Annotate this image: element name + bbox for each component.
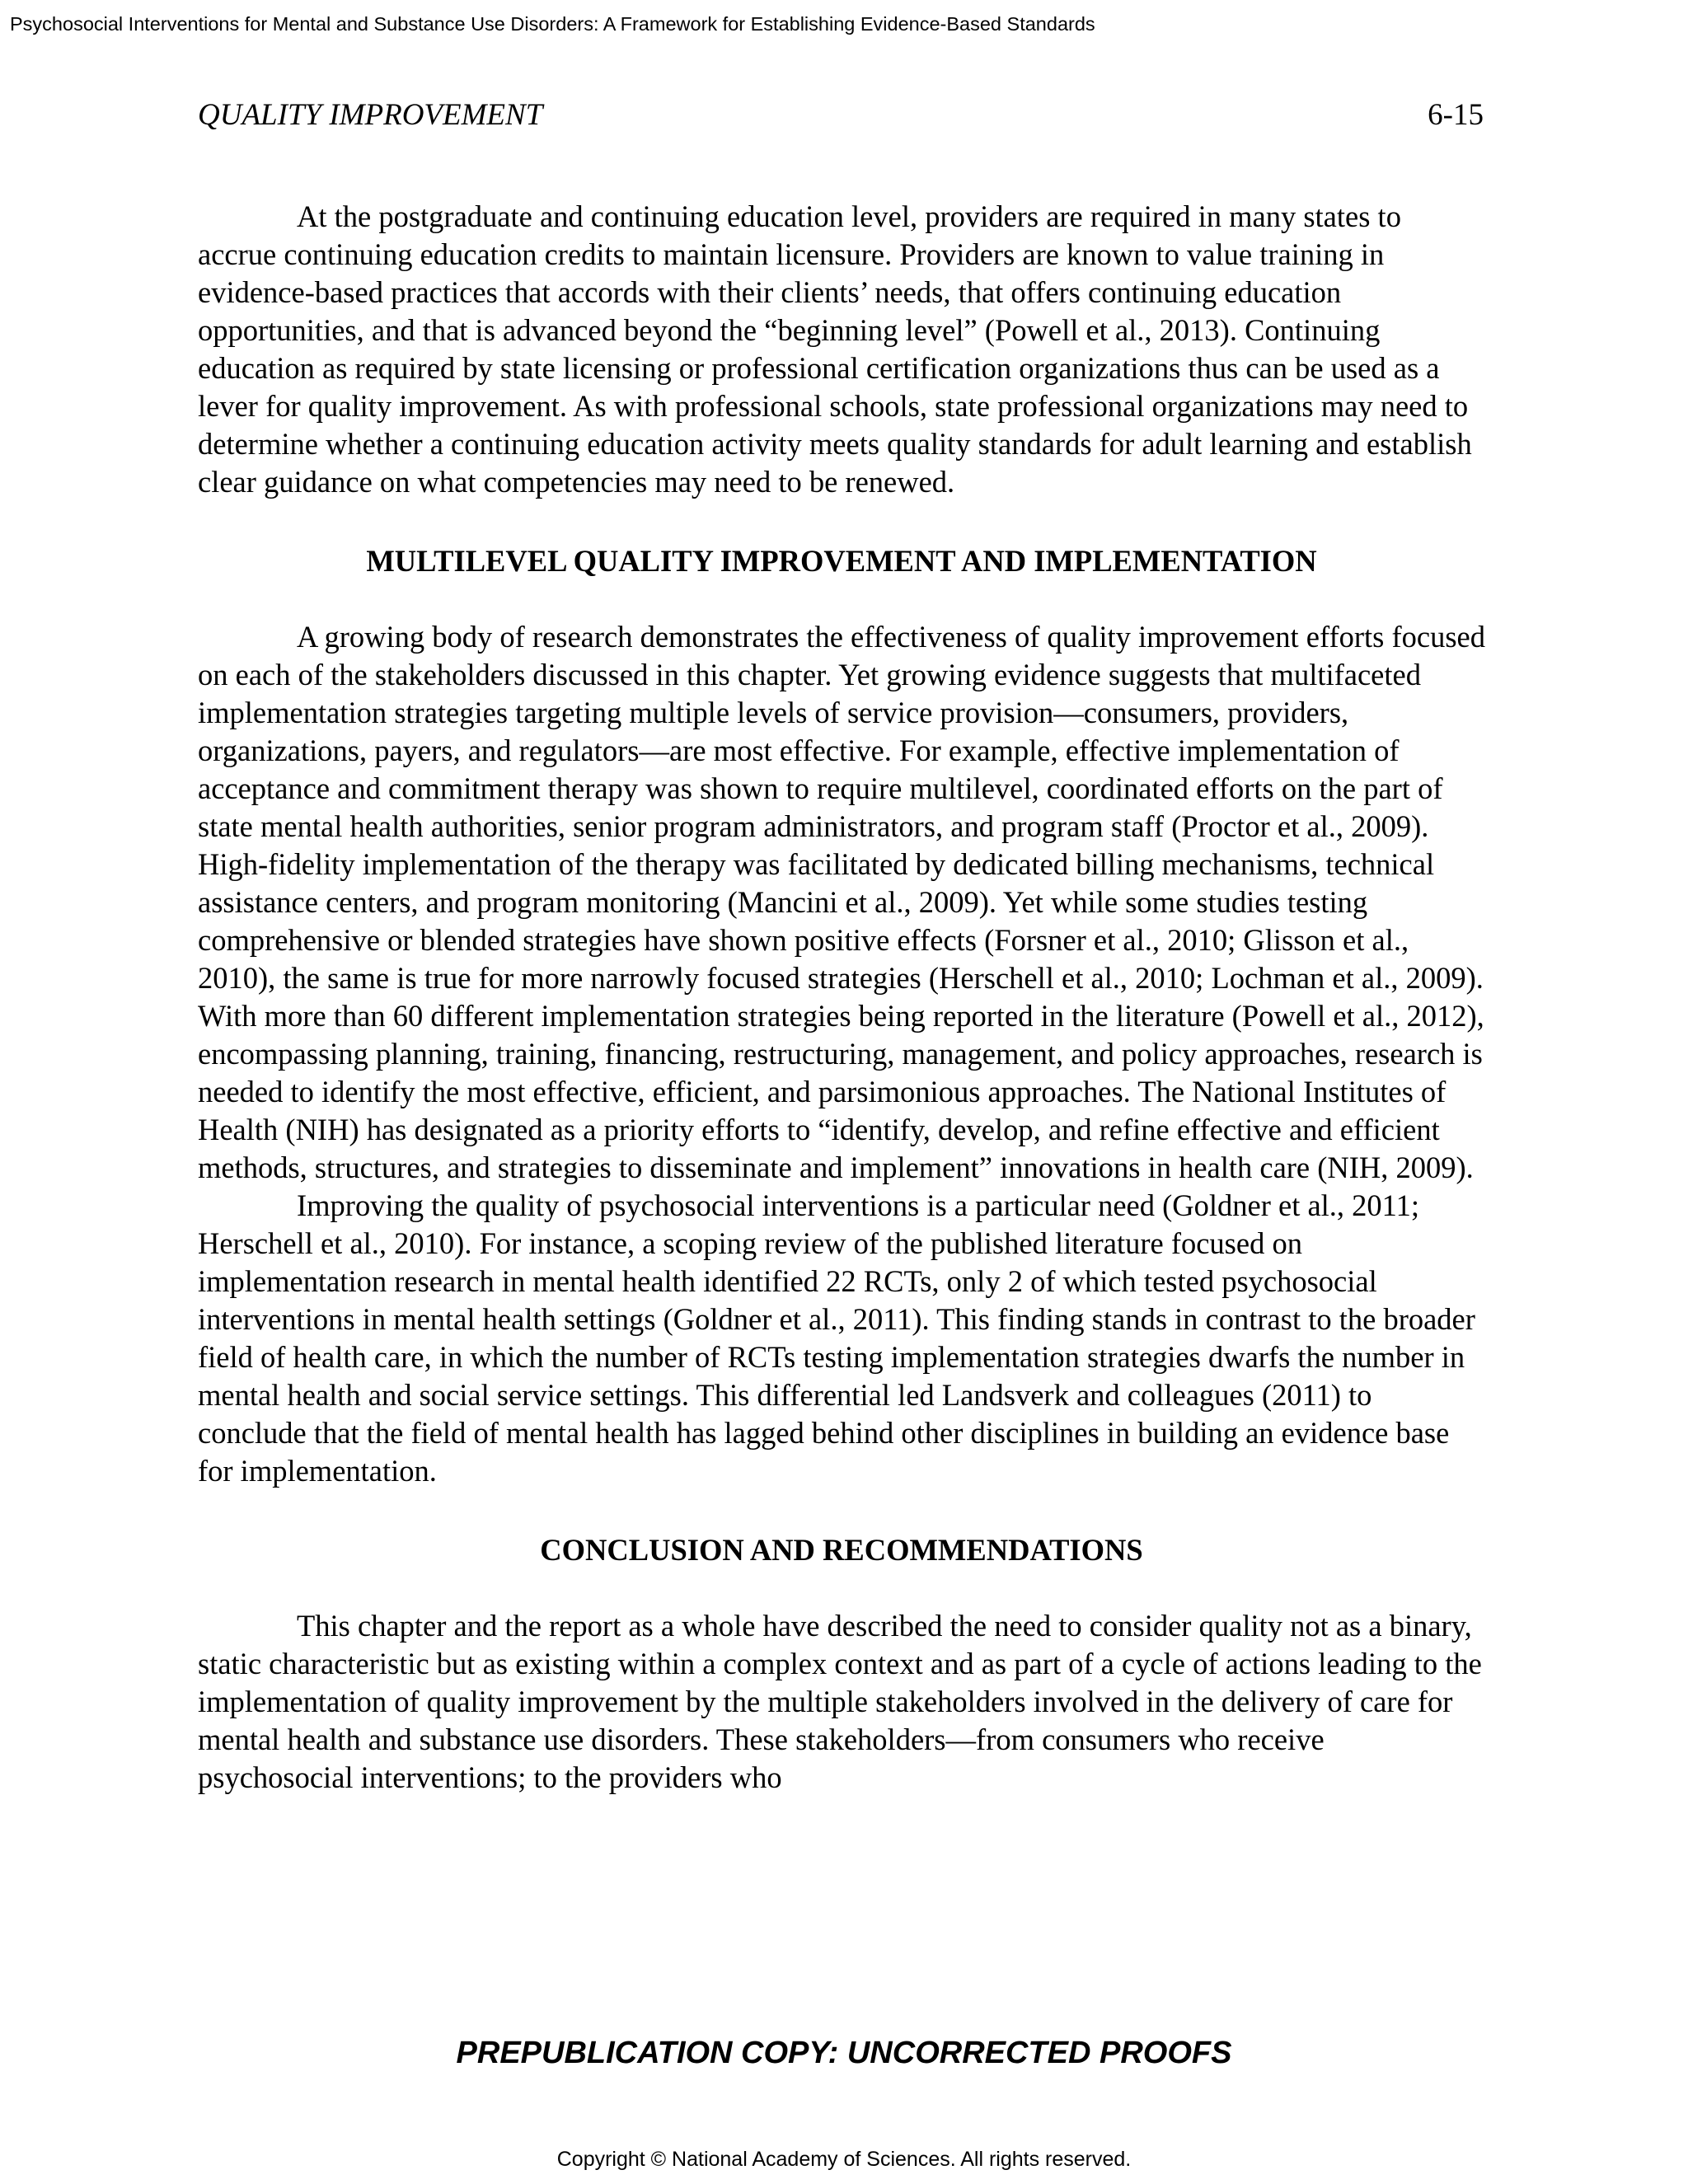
- paragraph-continuing-education: At the postgraduate and continuing education level, providers are required in many states to accrue continuing education credits to maintain licensure. Providers are known to value training in evidence-based practices that accords with their clients’ needs, that offers continuing education opportunities, and that is advanced beyond the “beginning level” (Powell et al., 2013). Continuing education as required by state licensing or professional certification organizations thus can be used as a lever for quality improvement. As with professional schools, state professional organizations may need to determine whether a continuing education activity meets quality standards for adult learning and establish clear guidance on what competencies may need to be renewed.: [198, 199, 1472, 499]
- prepublication-notice: PREPUBLICATION COPY: UNCORRECTED PROOFS: [456, 2036, 1232, 2070]
- section-heading-multilevel: MULTILEVEL QUALITY IMPROVEMENT AND IMPLEMENTATION: [366, 544, 1317, 578]
- paragraph-conclusion: This chapter and the report as a whole have described the need to consider quality not as a binary, static characteristic but as existing within a complex context and as part of a cycle of actions leading to the implementation of quality improvement by the multiple stakeholders involved in the delivery of care for mental health and substance use disorders. These stakeholders—from consumers who receive psychosocial interventions; to the providers who: [198, 1609, 1482, 1794]
- paragraph-psychosocial-quality: Improving the quality of psychosocial interventions is a particular need (Goldner et al., 2011; Herschell et al., 2010). For instance, a scoping review of the published literature focused on implementation research in mental health identified 22 RCTs, only 2 of which tested psychosocial interventions in mental health settings (Goldner et al., 2011). This finding stands in contrast to the broader field of health care, in which the number of RCTs testing implementation strategies dwarfs the number in mental health and social service settings. This differential led Landsverk and colleagues (2011) to conclude that the field of mental health has lagged behind other disciplines in building an evidence base for implementation.: [198, 1188, 1475, 1488]
- body-text: [198, 198, 1485, 1797]
- copyright-notice: Copyright © National Academy of Sciences. All rights reserved.: [556, 2148, 1132, 2171]
- paragraph-multilevel-research: A growing body of research demonstrates the effectiveness of quality improvement efforts focused on each of the stakeholders discussed in this chapter. Yet growing evidence suggests that multifaceted implementation strategies targeting multiple levels of service provision—consumers, providers, organizations, payers, and regulators—are most effective. For example, effective implementation of acceptance and commitment therapy was shown to require multilevel, coordinated efforts on the part of state mental health authorities, senior program administrators, and program staff (Proctor et al., 2009). High-fidelity implementation of the therapy was facilitated by dedicated billing mechanisms, technical assistance centers, and program monitoring (Mancini et al., 2009). Yet while some studies testing comprehensive or blended strategies have shown positive effects (Forsner et al., 2010; Glisson et al., 2010), the same is true for more narrowly focused strategies (Herschell et al., 2010; Lochman et al., 2009). With more than 60 different implementation strategies being reported in the literature (Powell et al., 2012), encompassing planning, training, financing, restructuring, management, and policy approaches, research is needed to identify the most effective, efficient, and parsimonious approaches. The National Institutes of Health (NIH) has designated as a priority efforts to “identify, develop, and refine effective and efficient methods, structures, and strategies to disseminate and implement” innovations in health care (NIH, 2009).: [198, 620, 1485, 1184]
- running-head-section: QUALITY IMPROVEMENT: [198, 98, 543, 132]
- document-banner-title: Psychosocial Interventions for Mental and Substance Use Disorders: A Framework for Establishing Evidence-Based Standards: [10, 13, 1095, 35]
- page-number: 6-15: [1428, 98, 1484, 132]
- section-heading-conclusion: CONCLUSION AND RECOMMENDATIONS: [540, 1533, 1143, 1567]
- running-head: [198, 96, 1484, 135]
